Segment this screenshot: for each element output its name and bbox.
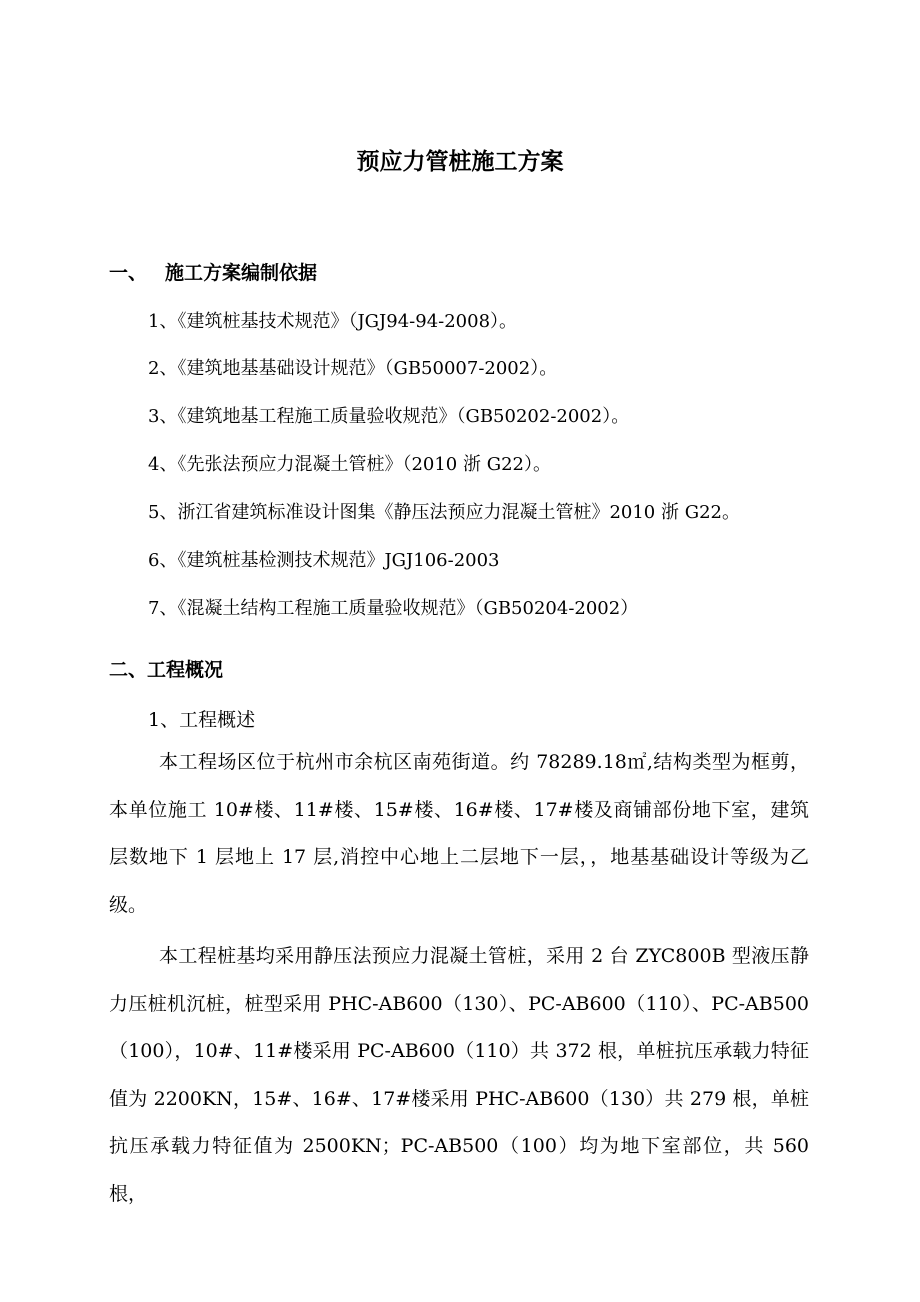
- overview-paragraph-2: 本工程桩基均采用静压法预应力混凝土管桩，采用 2 台 ZYC800B 型液压静力压桩机沉桩，桩型采用 PHC-AB600（130）、PC-AB600（110）、PC-AB500（100），10#、11#楼采用 PC-AB600（110）共 372 根，单桩抗压承载力特征值为 2200KN，15#、16#、17#楼采用 PHC-AB600（130）共 279 根，单桩抗压承载力特征值为 2500KN；PC-AB500（100）均为地下室部位，共 560 根，: [109, 945, 809, 1205]
- reference-item-1: 1、《建筑桩基技术规范》（JGJ94-94-2008）。: [148, 311, 518, 332]
- reference-item-3: 3、《建筑地基工程施工质量验收规范》（GB50202-2002）。: [148, 406, 630, 427]
- reference-item-7: 7、《混凝土结构工程施工质量验收规范》（GB50204-2002）: [148, 598, 639, 619]
- overview-paragraph-1: 本工程场区位于杭州市余杭区南苑街道。约 78289.18㎡,结构类型为框剪，本单位施工 10#楼、11#楼、15#楼、16#楼、17#楼及商铺部份地下室，建筑层数地下 1 层地上 17 层,消控中心地上二层地下一层，，地基基础设计等级为乙级。: [109, 751, 809, 916]
- reference-item-6: 6、《建筑桩基检测技术规范》JGJ106-2003: [148, 550, 500, 571]
- reference-item-5: 5、浙江省建筑标准设计图集《静压法预应力混凝土管桩》2010 浙 G22。: [148, 502, 740, 523]
- section-title: 施工方案编制依据: [165, 262, 318, 284]
- section-heading-basis: [109, 258, 317, 285]
- reference-item-4: 4、《先张法预应力混凝土管桩》（2010 浙 G22）。: [148, 454, 551, 475]
- section-number: 一、: [109, 262, 148, 284]
- document-title: 预应力管桩施工方案: [356, 148, 564, 175]
- subsection-heading: 1、工程概述: [148, 709, 256, 731]
- reference-item-2: 2、《建筑地基基础设计规范》（GB50007-2002）。: [148, 358, 558, 379]
- section-heading-overview: 二、工程概况: [109, 659, 224, 681]
